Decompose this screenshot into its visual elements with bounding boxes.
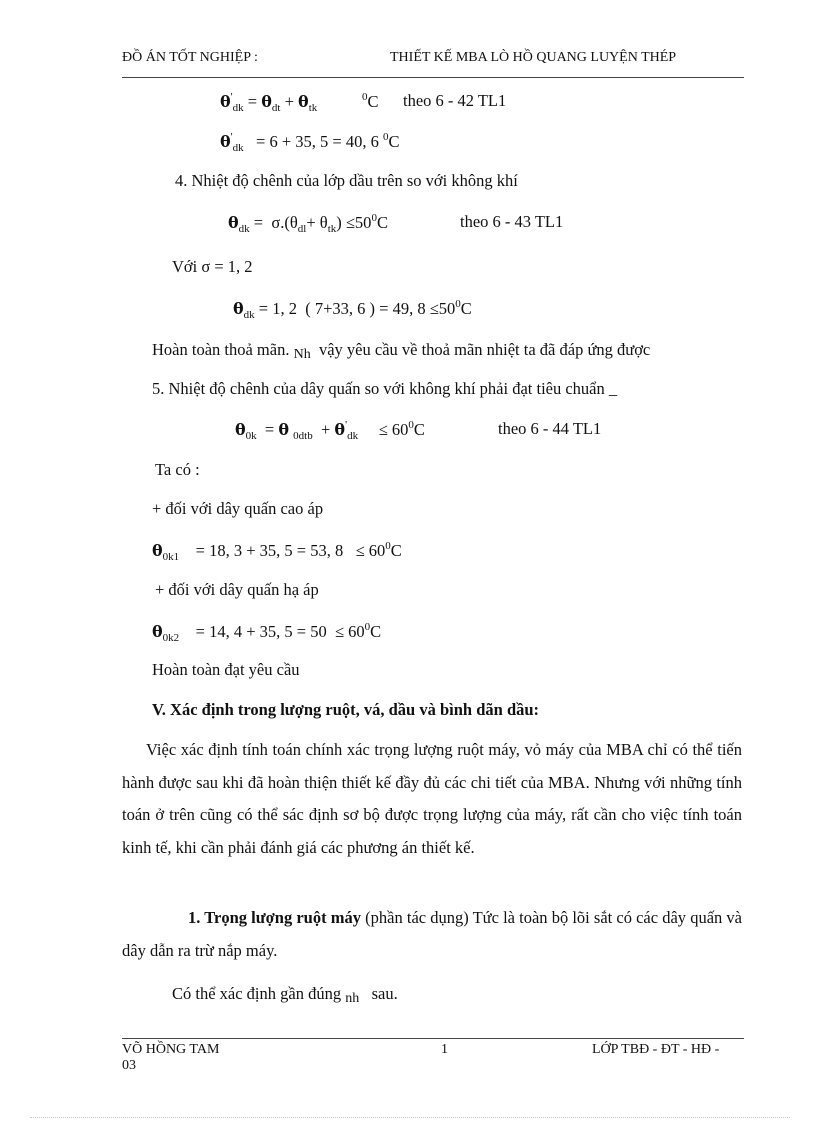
sigma-line: Với σ = 1, 2: [172, 257, 253, 276]
section-v-heading: V. Xác định trong lượng ruột, vá, dầu và bình dãn dầu:: [152, 700, 540, 719]
header-left: ĐỒ ÁN TỐT NGHIỆP :: [122, 50, 258, 65]
formula-body: = $\theta_{dt} + \theta_{tk}$: [247, 92, 318, 114]
satisfied-line: Hoàn toàn thoả mãn. Nh vậy yêu cầu về thoả mãn nhiệt ta đã đáp ứng được: [152, 340, 651, 362]
formula-theta-dk-value: $\theta'_{dk} = 6 + 35$, 5 = 40, 6 $^0$C: [220, 131, 400, 154]
high-voltage-line: + đối với dây quấn cao áp: [152, 499, 324, 518]
formula-ref-44: theo 6 - 44 TL1: [498, 419, 602, 438]
header-rule: [122, 77, 744, 78]
done-line: Hoàn toàn đạt yêu cầu: [152, 660, 300, 679]
footer-rule: [122, 1038, 744, 1039]
formula-theta-dk-result: $\theta_{dk} = 1$, 2 ( 7+33, 6 ) = 49, $8 \le 50^0C$: [233, 298, 472, 321]
page-edge-dots: [30, 1117, 790, 1118]
paragraph-text: Việc xác định tính toán chính xác trọng lượng ruột máy, vỏ máy của MBA chỉ có thể tiến hành được sau khi đã hoàn thiện thiết kế đầy đủ các chi tiết của MBA. Nhưng với những tính toán ở trên cũng có thể sác định sơ bộ được trọng lượng của máy, rất cần cho việc tính toán kinh tế, khi cần phải đánh giá các phương án thiết kế.: [122, 740, 742, 857]
low-voltage-line: + đối với dây quấn hạ áp: [155, 580, 319, 599]
header-right: THIẾT KẾ MBA LÒ HỒ QUANG LUYỆN THÉP: [390, 50, 677, 65]
formula-theta-0k1: $\theta_{0k1}$ = 18, 3 + 35, 5 = 53, $8 \le 60^0C$: [152, 540, 402, 563]
formula-theta-0k: $\theta_{0k} = \theta$ $_{0dtb} + \theta'_{dk}$ ≤ $60^0C$: [235, 419, 425, 442]
formula-unit: $^0$C: [362, 91, 379, 111]
formula-theta-0k2: $\theta_{0k2}$ = 14, 4 + 35, $5 = 50 \le 60^0C$: [152, 621, 382, 644]
paragraph-core-weight: [122, 902, 742, 967]
item-5-heading: 5. Nhiệt độ chênh của dây quấn so với không khí phải đạt tiêu chuẩn _: [152, 379, 618, 398]
page-number: 1: [441, 1042, 448, 1057]
formula-theta-dk-limit: $\theta_{dk} = \sigma.(\theta_{dl}+ \theta_{tk}) \le 50^0C$: [228, 212, 388, 235]
formula-ref-43: theo 6 - 43 TL1: [460, 212, 564, 231]
formula-theta-dk-def: $\theta'_{dk} = \theta_{dt} + \theta_{tk}$: [220, 91, 318, 114]
approx-line: Có thể xác định gần đúng nh sau.: [172, 984, 398, 1006]
paragraph-weight-intro: [122, 734, 742, 864]
footer-author-cont: 03: [122, 1058, 136, 1073]
item-4-heading: 4. Nhiệt độ chênh của lớp dầu trên so với không khí: [175, 171, 518, 190]
formula-ref-42: theo 6 - 42 TL1: [403, 91, 507, 110]
taco-line: Ta có :: [155, 460, 200, 479]
footer-author: VÕ HỒNG TAM: [122, 1042, 220, 1057]
footer-class: LỚP TBĐ - ĐT - HĐ -: [592, 1042, 720, 1057]
core-weight-text: (phần tác dụng) Tức là toàn bộ lõi sắt có các dây quấn và dây dẫn ra trừ nắp máy.: [122, 908, 742, 960]
core-weight-heading: 1. Trọng lượng ruột máy: [188, 908, 361, 927]
